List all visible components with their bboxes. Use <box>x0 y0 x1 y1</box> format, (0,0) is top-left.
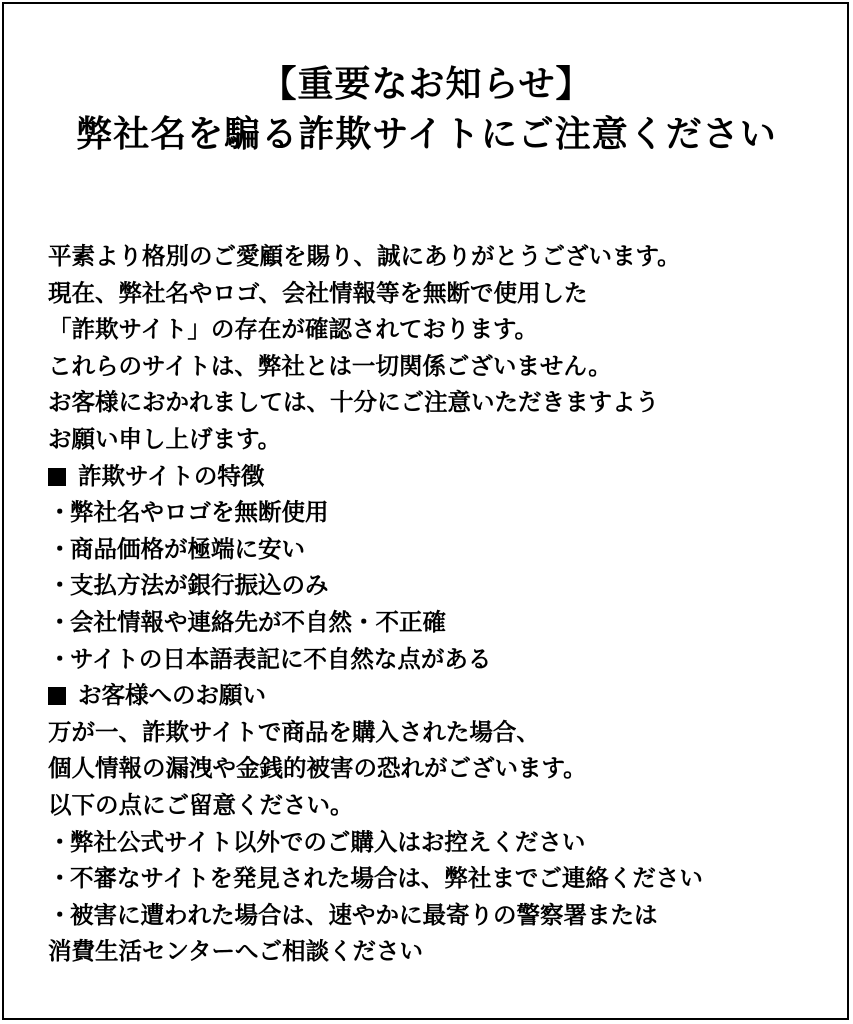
feature-item-text: 支払方法が銀行振込のみ <box>70 571 329 600</box>
title-line-1: 【重要なお知らせ】 <box>260 64 593 105</box>
request-item <box>48 860 838 897</box>
request-item-text: 不審なサイトを発見された場合は、弊社までご連絡ください <box>70 864 703 893</box>
black-square-icon <box>48 468 66 486</box>
request-item-text: 弊社公式サイト以外でのご購入はお控えください <box>70 827 586 856</box>
intro-line: お願い申し上げます。 <box>48 424 282 453</box>
request-line: 個人情報の漏洩や金銭的被害の恐れがございます。 <box>48 754 587 783</box>
bullet-dot-icon: ・ <box>48 827 72 856</box>
request-item <box>48 897 838 934</box>
bullet-dot-icon: ・ <box>48 644 72 673</box>
bullet-dot-icon: ・ <box>48 498 72 527</box>
features-heading-label: 詐欺サイトの特徴 <box>78 461 265 490</box>
intro-line: 「詐欺サイト」の存在が確認されております。 <box>48 315 538 344</box>
request-item-continuation: 消費生活センターへご相談ください <box>48 937 424 966</box>
request-item-text: 被害に遭われた場合は、速やかに最寄りの警察署または <box>70 900 658 929</box>
request-heading-label: お客様へのお願い <box>78 681 266 710</box>
intro-line: 平素より格別のご愛顧を賜り、誠にありがとうございます。 <box>48 242 681 270</box>
feature-item-text: 会社情報や連絡先が不自然・不正確 <box>70 607 446 636</box>
feature-item-text: 商品価格が極端に安い <box>70 534 305 563</box>
feature-item <box>48 567 838 604</box>
feature-item <box>48 531 838 568</box>
feature-item <box>48 494 838 531</box>
notice-title <box>0 60 853 160</box>
black-square-icon <box>48 687 66 705</box>
bullet-dot-icon: ・ <box>48 607 72 636</box>
bullet-dot-icon: ・ <box>48 900 72 929</box>
bullet-dot-icon: ・ <box>48 534 72 563</box>
intro-line: お客様におかれましては、十分にご注意いただきますよう <box>48 388 659 417</box>
feature-item <box>48 604 838 641</box>
request-line: 以下の点にご留意ください。 <box>48 790 354 819</box>
request-item <box>48 824 838 861</box>
features-heading <box>48 458 838 495</box>
title-line-2: 弊社名を騙る詐欺サイトにご注意ください <box>76 114 777 155</box>
bullet-dot-icon: ・ <box>48 571 72 600</box>
bullet-dot-icon: ・ <box>48 864 72 893</box>
feature-item <box>48 641 838 678</box>
intro-line: 現在、弊社名やロゴ、会社情報等を無断で使用した <box>48 278 588 307</box>
feature-item-text: 弊社名やロゴを無断使用 <box>70 498 329 527</box>
request-heading <box>48 677 838 714</box>
notice-body <box>48 238 838 970</box>
request-line: 万が一、詐欺サイトで商品を購入された場合、 <box>48 717 540 746</box>
intro-line: これらのサイトは、弊社とは一切関係ございません。 <box>48 351 612 380</box>
feature-item-text: サイトの日本語表記に不自然な点がある <box>70 644 492 673</box>
